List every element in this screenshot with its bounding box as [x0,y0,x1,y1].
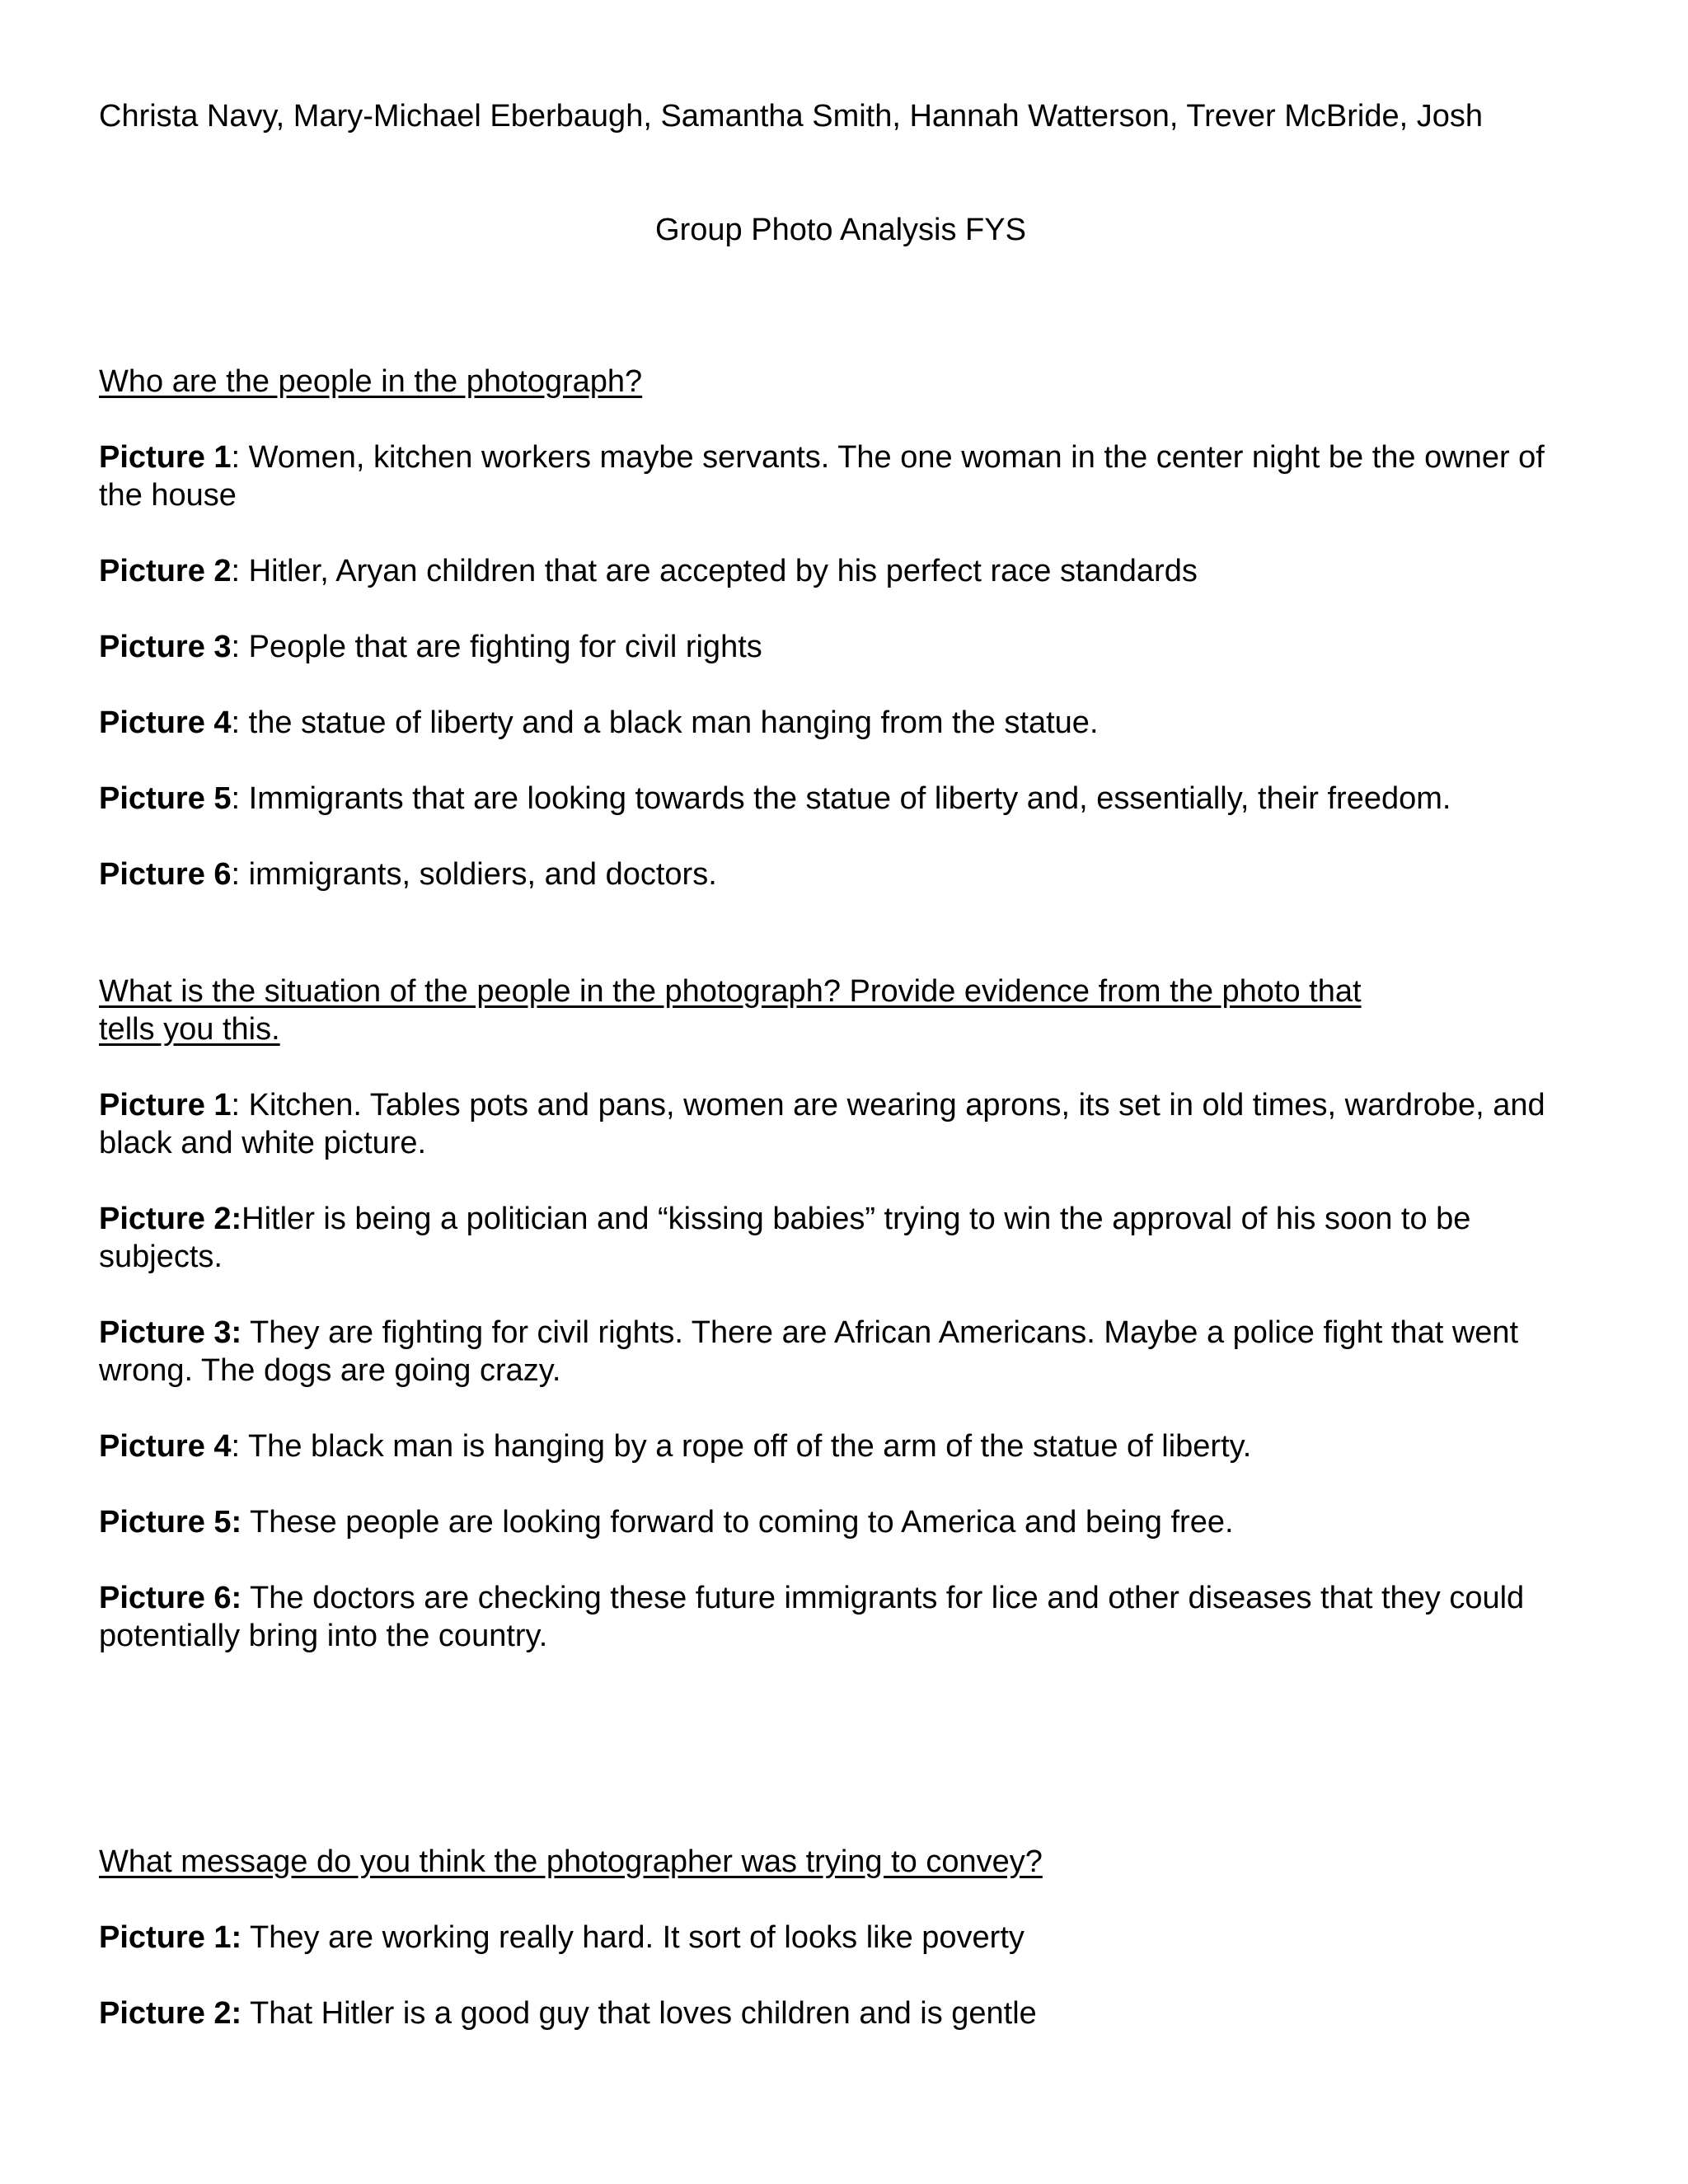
answer-text: They are fighting for civil rights. There are African Americans. Maybe a police fight that went wrong. The dogs are going crazy. [99,1315,1519,1388]
label-separator [241,1581,250,1615]
picture-label: Picture 2: [99,1202,242,1236]
answer-paragraph [99,552,1582,590]
label-separator [241,1315,250,1350]
answer-text: Women, kitchen workers maybe servants. The one woman in the center night be the owner of the house [99,440,1545,513]
picture-label: Picture 1: [99,1920,242,1955]
picture-label: Picture 1 [99,440,232,475]
section-message [99,1843,1582,2032]
label-separator: : [231,1088,249,1122]
answer-text: Hitler, Aryan children that are accepted by his perfect race standards [248,554,1198,588]
picture-label: Picture 4 [99,705,232,740]
picture-label: Picture 1 [99,1088,232,1122]
answer-text: The black man is hanging by a rope off of the arm of the statue of liberty. [247,1429,1252,1464]
section-situation [99,972,1582,1655]
answer-text: Hitler is being a politician and “kissing babies” trying to win the approval of his soon to be subjects. [99,1202,1471,1274]
answer-paragraph [99,1579,1582,1655]
label-separator: : [231,440,249,475]
label-separator: : [231,705,249,740]
label-separator [241,1505,250,1540]
label-separator: : [231,554,249,588]
section-who [99,363,1582,893]
picture-label: Picture 6: [99,1581,242,1615]
picture-label: Picture 5: [99,1505,242,1540]
answer-text: the statue of liberty and a black man hanging from the statue. [248,705,1099,740]
answer-paragraph [99,704,1582,742]
answer-text: Immigrants that are looking towards the statue of liberty and, essentially, their freedom. [248,781,1451,816]
answer-text: Kitchen. Tables pots and pans, women are wearing aprons, its set in old times, wardrobe, and black and white picture. [99,1088,1545,1160]
answer-text: That Hitler is a good guy that loves children and is gentle [250,1996,1037,2031]
question-heading: What message do you think the photographer was trying to convey? [99,1844,1043,1879]
picture-label: Picture 3 [99,630,232,664]
label-separator: : [231,630,249,664]
answer-paragraph [99,780,1582,818]
author-list: Christa Navy, Mary-Michael Eberbaugh, Samantha Smith, Hannah Watterson, Trever McBride, Josh [99,99,1484,134]
answer-text: People that are fighting for civil rights [248,630,762,664]
label-separator: : [231,857,249,892]
answer-paragraph [99,855,1582,893]
question-heading: What is the situation of the people in the photograph? Provide evidence from the photo that tells you this. [99,974,1362,1047]
picture-label: Picture 4 [99,1429,232,1464]
answer-text: The doctors are checking these future immigrants for lice and other diseases that they could potentially bring into the country. [99,1581,1525,1653]
answer-text: They are working really hard. It sort of looks like poverty [250,1920,1025,1955]
picture-label: Picture 2 [99,554,232,588]
document-page [99,0,1582,2184]
picture-label: Picture 3: [99,1315,242,1350]
answer-paragraph [99,1427,1582,1465]
answer-paragraph [99,1314,1582,1390]
answer-paragraph [99,1086,1582,1162]
question-heading: Who are the people in the photograph? [99,364,643,399]
document-title: Group Photo Analysis FYS [655,213,1026,247]
answer-paragraph [99,438,1582,514]
answer-paragraph [99,1919,1582,1957]
answer-text: immigrants, soldiers, and doctors. [248,857,717,892]
picture-label: Picture 5 [99,781,232,816]
label-separator: : [231,1429,248,1464]
picture-label: Picture 2: [99,1996,242,2031]
picture-label: Picture 6 [99,857,232,892]
answer-paragraph [99,628,1582,666]
answer-paragraph [99,1503,1582,1541]
answer-paragraph [99,1200,1582,1276]
label-separator: : [231,781,249,816]
answer-paragraph [99,1994,1582,2032]
label-separator [241,1996,250,2031]
answer-text: These people are looking forward to coming to America and being free. [250,1505,1234,1540]
label-separator [241,1920,250,1955]
